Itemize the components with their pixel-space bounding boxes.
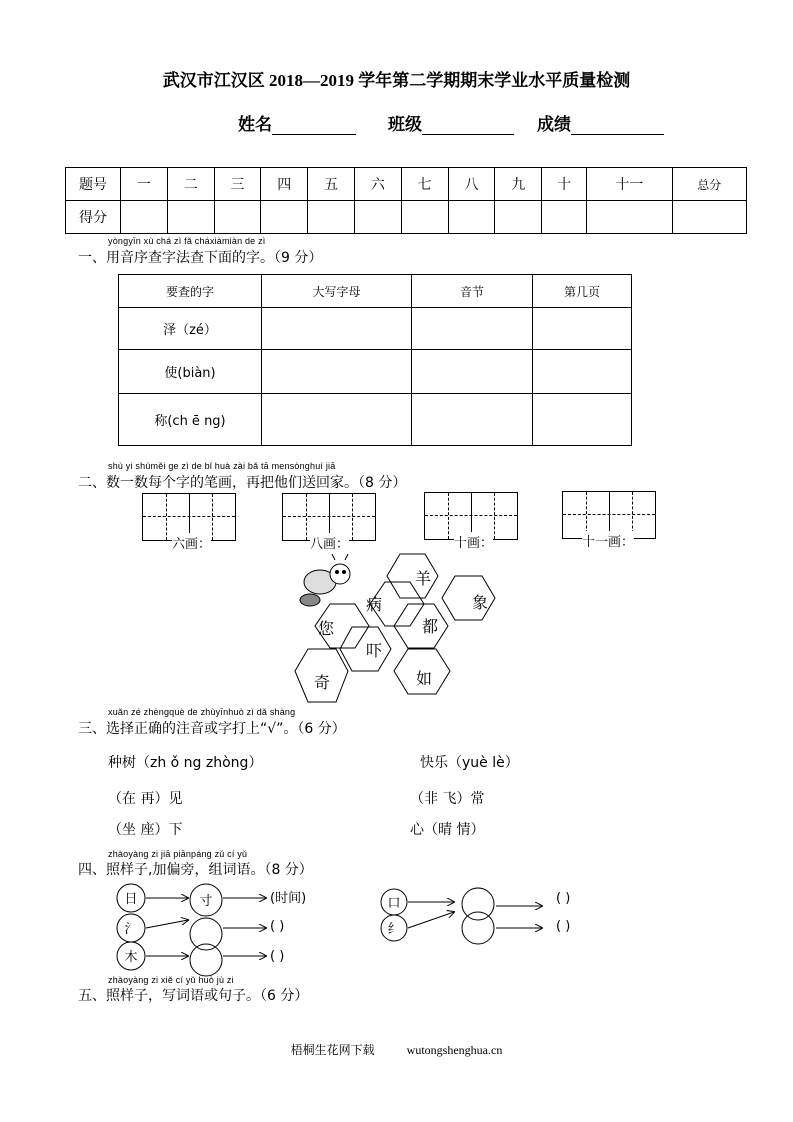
choice-item[interactable]: （非 飞）常 <box>410 791 485 807</box>
class-label: 班级 <box>388 115 422 134</box>
score-cell[interactable] <box>672 201 746 234</box>
footer-url[interactable]: wutongshenghua.cn <box>406 1043 503 1057</box>
score-cell[interactable] <box>401 201 448 234</box>
base-char: 寸 <box>199 894 213 909</box>
lookup-answer-cell[interactable] <box>262 308 412 350</box>
score-col: 二 <box>167 168 214 201</box>
answer-blank[interactable]: ( ) <box>270 919 285 934</box>
hex-char: 奇 <box>313 673 331 692</box>
choice-item[interactable]: 快乐（yuè lè） <box>420 755 519 771</box>
score-col-total: 总分 <box>672 168 746 201</box>
section1-pinyin: yòngyīn xù chá zì fǎ cháxiàmiàn de zì <box>108 236 266 246</box>
name-field <box>238 110 356 135</box>
hex-char: 羊 <box>414 569 432 588</box>
answer-circle[interactable] <box>462 912 494 944</box>
section1-title: 一、用音序查字法查下面的字。（9 分） <box>78 250 323 266</box>
lookup-header: 音节 <box>412 275 533 308</box>
class-blank[interactable] <box>422 116 514 135</box>
score-cell[interactable] <box>214 201 261 234</box>
score-col: 三 <box>214 168 261 201</box>
radical-char: 日 <box>124 892 138 907</box>
footer-site: 梧桐生花网下载 <box>290 1043 375 1057</box>
score-cell[interactable] <box>354 201 401 234</box>
score-field <box>537 110 664 135</box>
honeycomb <box>290 552 520 707</box>
score-cell[interactable] <box>542 201 587 234</box>
lookup-answer-cell[interactable] <box>412 394 533 446</box>
score-col: 四 <box>261 168 308 201</box>
radical-char: 纟 <box>387 922 401 937</box>
score-col: 十一 <box>587 168 672 201</box>
score-table <box>65 167 747 234</box>
choice-item[interactable]: 心（晴 情） <box>410 822 485 838</box>
section5-pinyin: zhàoyàng zi xiě cí yǔ huò jù zi <box>108 975 234 985</box>
lookup-answer-cell[interactable] <box>412 350 533 394</box>
score-cell[interactable] <box>261 201 308 234</box>
score-blank[interactable] <box>571 116 664 135</box>
example-word: (时间) <box>270 891 307 906</box>
page-title: 武汉市江汉区 2018—2019 学年第二学期期末学业水平质量检测 <box>162 71 631 90</box>
lookup-answer-cell[interactable] <box>533 350 632 394</box>
name-blank[interactable] <box>272 116 356 135</box>
choice-item[interactable]: （坐 座）下 <box>108 822 183 838</box>
hex-char: 病 <box>365 595 383 614</box>
answer-blank[interactable]: ( ) <box>556 891 571 906</box>
radical-char: 氵 <box>124 922 138 937</box>
radical-diagram <box>110 880 630 980</box>
section3-title: 三、选择正确的注音或字打上“√”。（6 分） <box>78 721 346 737</box>
section4-title: 四、照样子,加偏旁，组词语。（8 分） <box>78 862 313 878</box>
class-field <box>388 110 514 135</box>
score-label: 成绩 <box>537 115 571 134</box>
section5-title: 五、照样子，写词语或句子。（6 分） <box>78 988 309 1004</box>
name-label: 姓名 <box>238 115 272 134</box>
score-cell[interactable] <box>308 201 355 234</box>
score-cell[interactable] <box>495 201 542 234</box>
lookup-answer-cell[interactable] <box>262 350 412 394</box>
score-col: 八 <box>448 168 495 201</box>
score-col: 十 <box>542 168 587 201</box>
footer <box>0 1041 793 1058</box>
score-col: 七 <box>401 168 448 201</box>
grid-label: 十画： <box>454 532 493 551</box>
lookup-header: 第几页 <box>533 275 632 308</box>
grid-label: 八画： <box>310 533 349 552</box>
lookup-answer-cell[interactable] <box>412 308 533 350</box>
answer-circle[interactable] <box>190 944 222 976</box>
lookup-row <box>119 308 632 350</box>
section4-pinyin: zhàoyàng zi jiā piānpáng zǔ cí yǔ <box>108 849 248 859</box>
grid-label: 六画： <box>172 533 211 552</box>
answer-circle[interactable] <box>462 888 494 920</box>
lookup-char: 称(ch ē ng) <box>119 394 262 446</box>
lookup-answer-cell[interactable] <box>262 394 412 446</box>
lookup-row <box>119 394 632 446</box>
score-col: 六 <box>354 168 401 201</box>
section2-pinyin: shù yi shùměi ge zì de bǐ huà zài bǎ tā mensònghuí jiā <box>108 461 336 471</box>
answer-blank[interactable]: ( ) <box>270 949 285 964</box>
hex-char: 您 <box>317 619 335 638</box>
radical-char: 木 <box>124 950 138 965</box>
section3-pinyin: xuǎn zé zhèngquè de zhùyīnhuò zì dǎ shàng <box>108 707 296 717</box>
lookup-char: 使(biàn) <box>119 350 262 394</box>
answer-blank[interactable]: ( ) <box>556 919 571 934</box>
lookup-answer-cell[interactable] <box>533 308 632 350</box>
grid-label: 十一画： <box>582 531 634 550</box>
choice-item[interactable]: （在 再）见 <box>108 791 183 807</box>
score-table-row-label: 得分 <box>66 201 121 234</box>
score-col: 一 <box>121 168 168 201</box>
lookup-answer-cell[interactable] <box>533 394 632 446</box>
lookup-row <box>119 350 632 394</box>
hex-char: 吓 <box>365 641 383 660</box>
score-cell[interactable] <box>121 201 168 234</box>
lookup-table <box>118 274 632 446</box>
radical-char: 口 <box>387 896 401 911</box>
choice-item[interactable]: 种树（zh ǒ ng zhòng） <box>108 755 263 771</box>
hex-char: 都 <box>421 617 439 636</box>
answer-circle[interactable] <box>190 918 222 950</box>
hex-char: 象 <box>471 593 489 612</box>
score-table-header-row <box>66 168 747 201</box>
score-col: 五 <box>308 168 355 201</box>
score-table-row-label: 题号 <box>66 168 121 201</box>
score-cell[interactable] <box>587 201 672 234</box>
section2-title: 二、数一数每个字的笔画，再把他们送回家。（8 分） <box>78 475 407 491</box>
lookup-header: 要查的字 <box>119 275 262 308</box>
score-cell[interactable] <box>448 201 495 234</box>
score-col: 九 <box>495 168 542 201</box>
bee-icon <box>300 554 350 606</box>
lookup-char: 泽（zé） <box>119 308 262 350</box>
score-table-score-row <box>66 201 747 234</box>
lookup-header: 大写字母 <box>262 275 412 308</box>
hex-char: 如 <box>415 669 433 688</box>
score-cell[interactable] <box>167 201 214 234</box>
lookup-header-row <box>119 275 632 308</box>
